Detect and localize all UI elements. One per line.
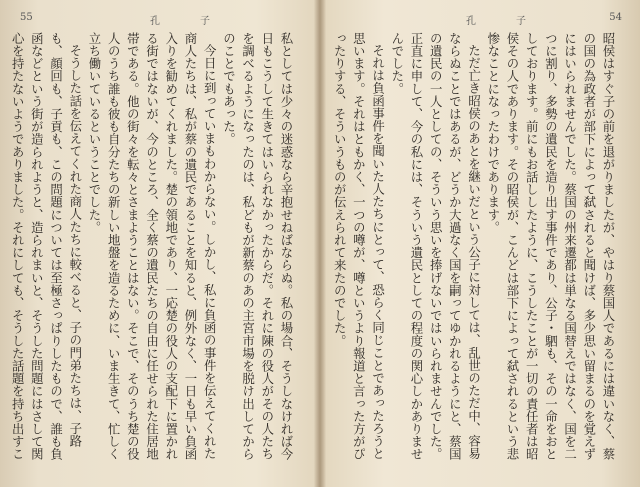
left-page-number: 55 [20, 12, 33, 23]
right-page [326, 0, 640, 487]
paragraph: それは負函事件を聞いた人たちにとって、恐らく同じことであったろうと思います。それはともかく、一つの噂が、噂というより報道と言った方がぴったりする、そういうものが伝えられて来たのでした。 [332, 32, 386, 461]
paragraph: ただ亡き昭侯のあとを継いだという公子に対しては、乱世のただ中、容易ならぬことではあるが、どうか大過なく国を嗣ってゆかれるようにと、蔡国の遺民の一人としての、そういう思いを捧げないではいられませんでした。正直に申して、今の私には、そういう遺民としての程度の関心しかありませんでした。 [389, 32, 482, 461]
paragraph: 昭侯はすぐ子の前を退がりましたが、やはり蔡国人であるには違いなく、蔡の国の為政者が部下によって弑されると聞けば、多少思い留まるのを覚えずにはいられませんでした。蔡国の州来遷都は単なる国替えではなく、国を二つに割り、多勢の遺民を造り出す事件であり、公子・駟も、その一命をおとしております。前にもお話ししたように、こうしたことが一切の責任者は昭侯その人であります。その昭侯が、こんどは部下によって弑されるという悲惨なことになったわけであります。 [485, 32, 616, 461]
right-running-head: 孔子 [466, 16, 566, 27]
left-running-head: 孔子 [150, 16, 250, 27]
right-page-text [332, 32, 618, 472]
paragraph: 今日に到っていまもわからない。しかし、私に負函の事件を伝えてくれた商人たちは、私が蔡の遺民であることを知ると、例外なく、一日も早い負函入りを勧めてくれました。楚の領地であり、一応楚の役人の支配下に置かれる街ではないが、今のところ、全く蔡の遺民たちの自由に任せられた住居地帯である。他の街々を転々とさまようことはない。そこで、そのうち楚の役人のうち誰も彼も自分たちの新しい地盤を造るために、いま生きて、忙しく立ち働いているということでした。 [86, 32, 218, 461]
right-page-number: 54 [609, 12, 622, 23]
paragraph: 私としては少々の迷惑なら辛抱せねばならぬ。私の場合、そうしなければ今日もこうして生きてはいられなかったからだ。それに陳の役人がその人たちを調べるようになったのは、私どもが新蔡のあの主宮市場を脱け出してからのことでもあった。 [221, 32, 294, 461]
left-page [0, 0, 316, 487]
left-page-text [6, 32, 296, 472]
paragraph: そうした話を伝えてくれた商人たちに較べると、子の門弟たちは、子路も、顔回も、子貢も、この問題については至極さっぱりしたもので、誰も負函などという街が造られようと、造られまいと、そうした問題にはさして関心を持たないようでありました。それにしても、そうした話題を持ち出すこ [10, 32, 83, 461]
